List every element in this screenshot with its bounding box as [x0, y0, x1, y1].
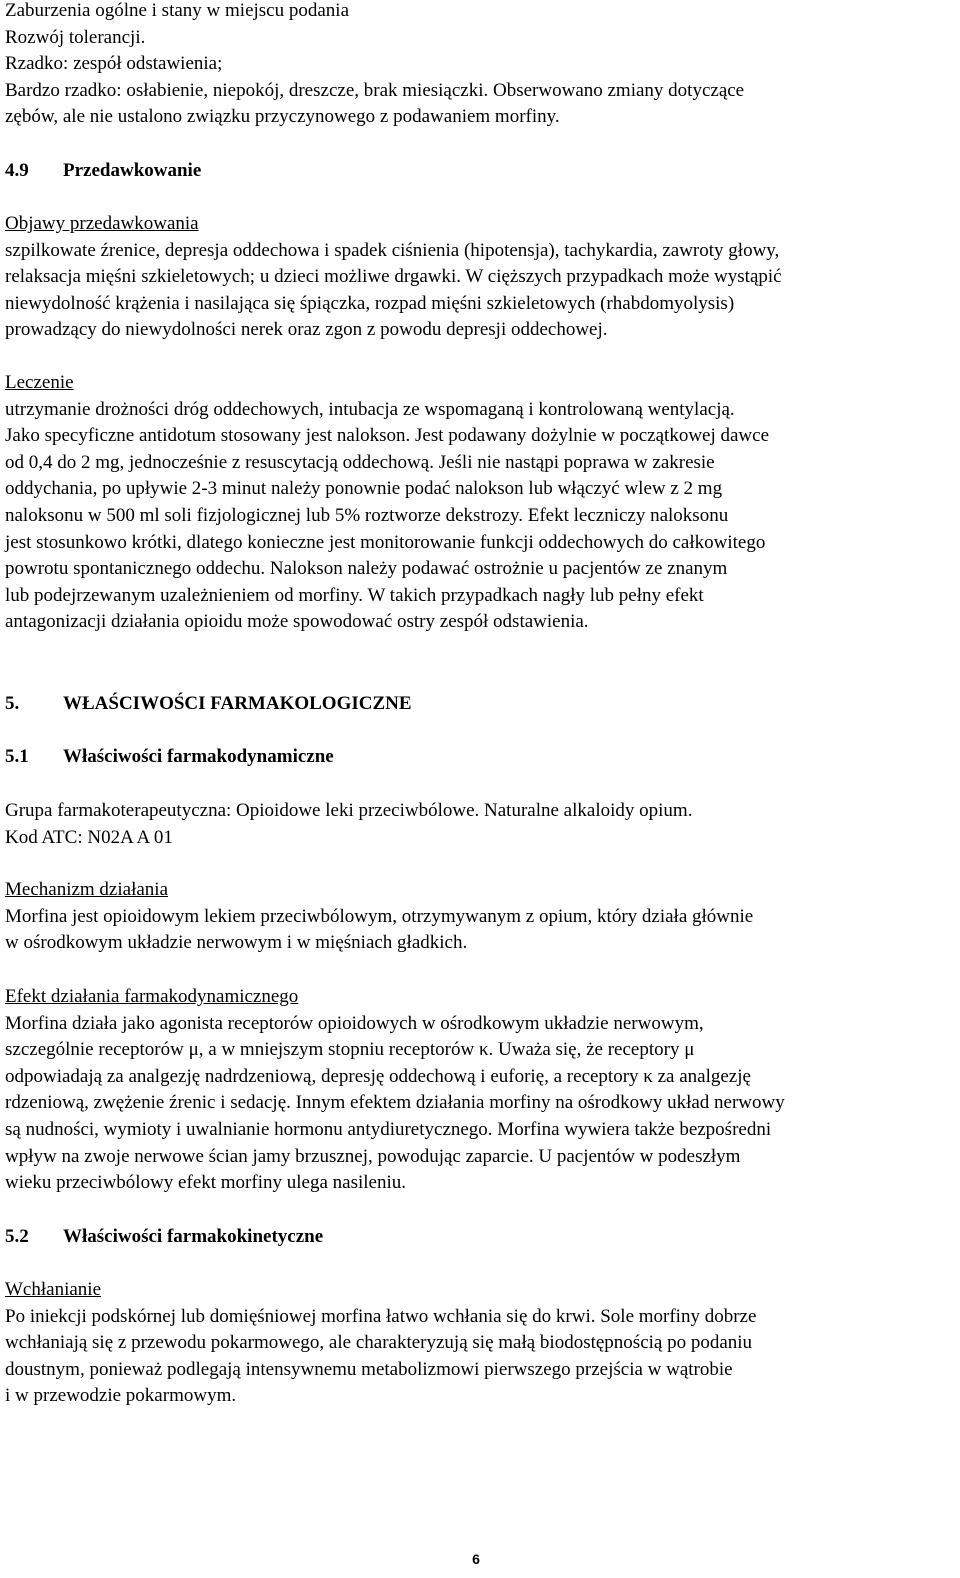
section-title: Właściwości farmakokinetyczne: [63, 1226, 324, 1247]
mechanism-block: [5, 877, 753, 957]
subheading-symptoms: Objawy przedawkowania: [5, 213, 199, 234]
text-line: wpływ na zwoje nerwowe ścian jamy brzusznej, powodując zaparcie. U pacjentów w podeszłym: [5, 1145, 741, 1167]
text-line: rdzeniową, zwężenie źrenic i sedację. Innym efektem działania morfiny na ośrodkowy układ nerwowy: [5, 1092, 785, 1114]
text-line: i w przewodzie pokarmowym.: [5, 1385, 237, 1407]
text-line: Rozwój tolerancji.: [5, 26, 146, 48]
subheading-absorption: Wchłanianie: [5, 1279, 102, 1300]
section-title: WŁAŚCIWOŚCI FARMAKOLOGICZNE: [63, 693, 412, 714]
text-line: Rzadko: zespół odstawienia;: [5, 53, 223, 75]
text-line: powrotu spontanicznego oddechu. Nalokson należy podawać ostrożnie u pacjentów ze znanym: [5, 558, 728, 580]
text-line: Zaburzenia ogólne i stany w miejscu podania: [5, 0, 350, 21]
section-number: 5.: [5, 693, 20, 714]
text-line: oddychania, po upływie 2-3 minut należy ponownie podać nalokson lub włączyć wlew z 2 mg: [5, 478, 723, 500]
text-line: prowadzący do niewydolności nerek oraz zgon z powodu depresji oddechowej.: [5, 319, 608, 341]
text-line: utrzymanie drożności dróg oddechowych, intubacja ze wspomaganą i kontrolowaną wentylacją.: [5, 398, 735, 420]
page-number: 6: [472, 1551, 480, 1567]
section-number: 4.9: [5, 160, 29, 181]
section-title: Przedawkowanie: [63, 160, 202, 181]
text-line: wchłaniają się z przewodu pokarmowego, ale charakteryzują się małą biodostępnością po podaniu: [5, 1332, 753, 1354]
text-line: Bardzo rzadko: osłabienie, niepokój, dreszcze, brak miesiączki. Obserwowano zmiany dotyczące: [5, 79, 745, 101]
section-title: Właściwości farmakodynamiczne: [63, 746, 334, 767]
section-number: 5.2: [5, 1226, 29, 1247]
intro-block: [5, 0, 744, 131]
section-heading-5: [5, 691, 412, 718]
text-line: Grupa farmakoterapeutyczna: Opioidowe leki przeciwbólowe. Naturalne alkaloidy opium.: [5, 800, 693, 821]
group-block: [5, 798, 692, 851]
text-line: wieku przeciwbólowy efekt morfiny ulega nasileniu.: [5, 1172, 406, 1194]
text-line: antagonizacji działania opioidu może spowodować ostry zespół odstawienia.: [5, 611, 589, 633]
section-heading-4-9: [5, 158, 201, 185]
text-line: lub podejrzewanym uzależnieniem od morfiny. W takich przypadkach nagły lub pełny efekt: [5, 584, 704, 606]
text-line: Morfina jest opioidowym lekiem przeciwbólowym, otrzymywanym z opium, który działa głównie: [5, 905, 754, 927]
subheading-mechanism: Mechanizm działania: [5, 879, 169, 900]
text-line: szczególnie receptorów μ, a w mniejszym stopniu receptorów κ. Uważa się, że receptory μ: [5, 1039, 695, 1061]
text-line: naloksonu w 500 ml soli fizjologicznej lub 5% roztworze dekstrozy. Efekt leczniczy naloksonu: [5, 504, 729, 526]
text-line: Kod ATC: N02A A 01: [5, 826, 173, 848]
text-line: doustnym, ponieważ podlegają intensywnemu metabolizmowi pierwszego przejścia w wątrobie: [5, 1358, 733, 1380]
treatment-block: [5, 370, 769, 636]
text-line: Po iniekcji podskórnej lub domięśniowej morfina łatwo wchłania się do krwi. Sole morfiny dobrze: [5, 1305, 757, 1327]
effect-block: [5, 984, 785, 1197]
text-line: w ośrodkowym układzie nerwowym i w mięśniach gładkich.: [5, 932, 468, 954]
symptoms-block: [5, 211, 782, 344]
text-line: są nudności, wymioty i uwalnianie hormonu antydiuretycznego. Morfina wywiera także bezpośredni: [5, 1118, 772, 1140]
text-line: od 0,4 do 2 mg, jednocześnie z resuscytacją oddechową. Jeśli nie nastąpi poprawa w zakresie: [5, 451, 715, 473]
text-line: jest stosunkowo krótki, dlatego konieczne jest monitorowanie funkcji oddechowych do całkowitego: [5, 531, 766, 553]
text-line: szpilkowate źrenice, depresja oddechowa i spadek ciśnienia (hipotensja), tachykardia, zawroty głowy,: [5, 239, 780, 261]
text-line: niewydolność krążenia i nasilająca się śpiączka, rozpad mięśni szkieletowych (rhabdomyolysis): [5, 292, 735, 314]
text-line: Jako specyficzne antidotum stosowany jest nalokson. Jest podawany dożylnie w początkowej dawce: [5, 425, 770, 447]
section-heading-5-1: [5, 744, 334, 771]
text-line: odpowiadają za analgezję nadrdzeniową, depresję oddechową i euforię, a receptory κ za analgezję: [5, 1065, 751, 1087]
subheading-effect: Efekt działania farmakodynamicznego: [5, 986, 299, 1007]
absorption-block: [5, 1277, 756, 1410]
section-heading-5-2: [5, 1224, 323, 1251]
text-line: Morfina działa jako agonista receptorów opioidowych w ośrodkowym układzie nerwowym,: [5, 1012, 704, 1034]
section-number: 5.1: [5, 746, 29, 767]
text-line: zębów, ale nie ustalono związku przyczynowego z podawaniem morfiny.: [5, 106, 560, 128]
text-line: relaksacja mięśni szkieletowych; u dzieci możliwe drgawki. W cięższych przypadkach może wystąpić: [5, 266, 782, 288]
subheading-treatment: Leczenie: [5, 372, 74, 393]
